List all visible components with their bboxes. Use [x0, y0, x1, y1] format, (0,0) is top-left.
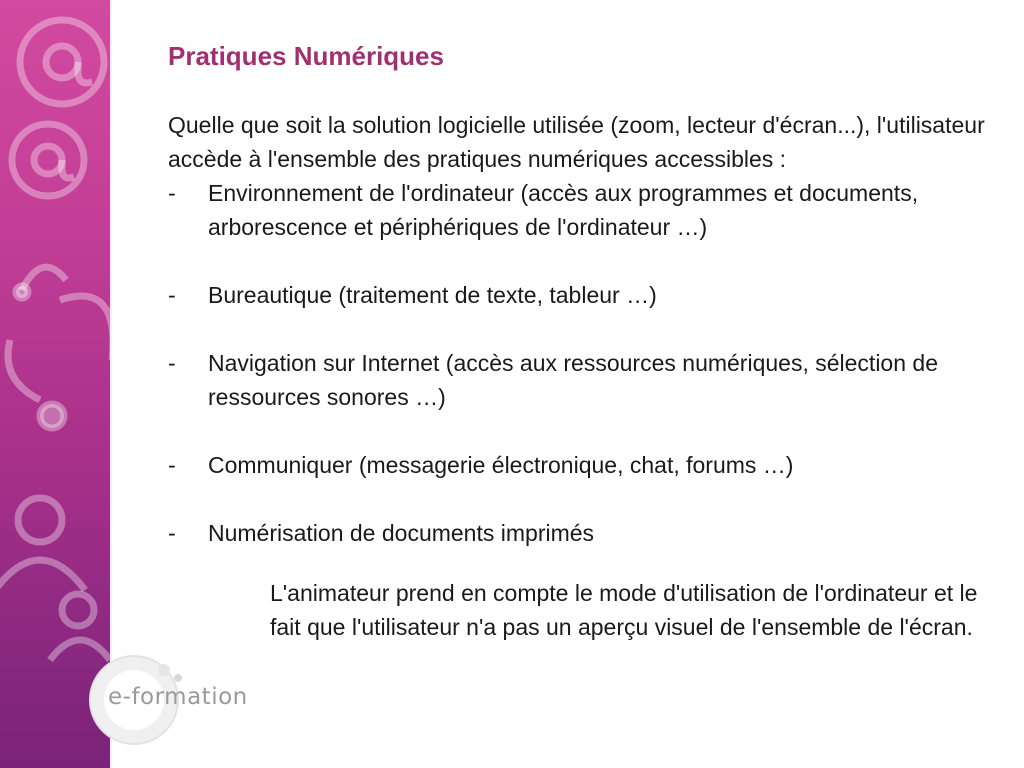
- list-item-text: Navigation sur Internet (accès aux ressources numériques, sélection de ressources sonores …): [208, 350, 938, 410]
- bullet-marker: -: [168, 452, 176, 478]
- list-item: [168, 278, 998, 312]
- intro-paragraph: Quelle que soit la solution logicielle utilisée (zoom, lecteur d'écran...), l'utilisateur accède à l'ensemble des pratiques numériques accessibles :: [168, 112, 985, 172]
- list-item: [168, 448, 998, 482]
- bullet-marker: -: [168, 350, 176, 376]
- list-item-text: Numérisation de documents imprimés: [208, 520, 595, 546]
- list-item-text: Environnement de l'ordinateur (accès aux programmes et documents, arborescence et périphériques de l'ordinateur …): [208, 180, 919, 240]
- people-icon: [0, 498, 110, 660]
- bullet-marker: -: [168, 180, 176, 206]
- list-item: [168, 346, 998, 414]
- e-formation-logo-text: e-formation: [108, 684, 248, 710]
- at-sign-icon: [20, 20, 104, 104]
- bullet-marker: -: [168, 282, 176, 308]
- list-item: [168, 176, 998, 244]
- bullet-marker: -: [168, 520, 176, 546]
- list-item: [168, 516, 998, 550]
- headset-icon: [8, 267, 110, 428]
- list-item-text: Communiquer (messagerie électronique, chat, forums …): [208, 452, 794, 478]
- list-item-text: Bureautique (traitement de texte, tableur …): [208, 282, 657, 308]
- slide-content: [168, 38, 998, 644]
- practices-list: [168, 176, 998, 550]
- at-sign-icon: [12, 124, 84, 196]
- facilitator-note: L'animateur prend en compte le mode d'utilisation de l'ordinateur et le fait que l'utilisateur n'a pas un aperçu visuel de l'ensemble de l'écran.: [270, 580, 978, 640]
- slide-title: Pratiques Numériques: [168, 41, 444, 71]
